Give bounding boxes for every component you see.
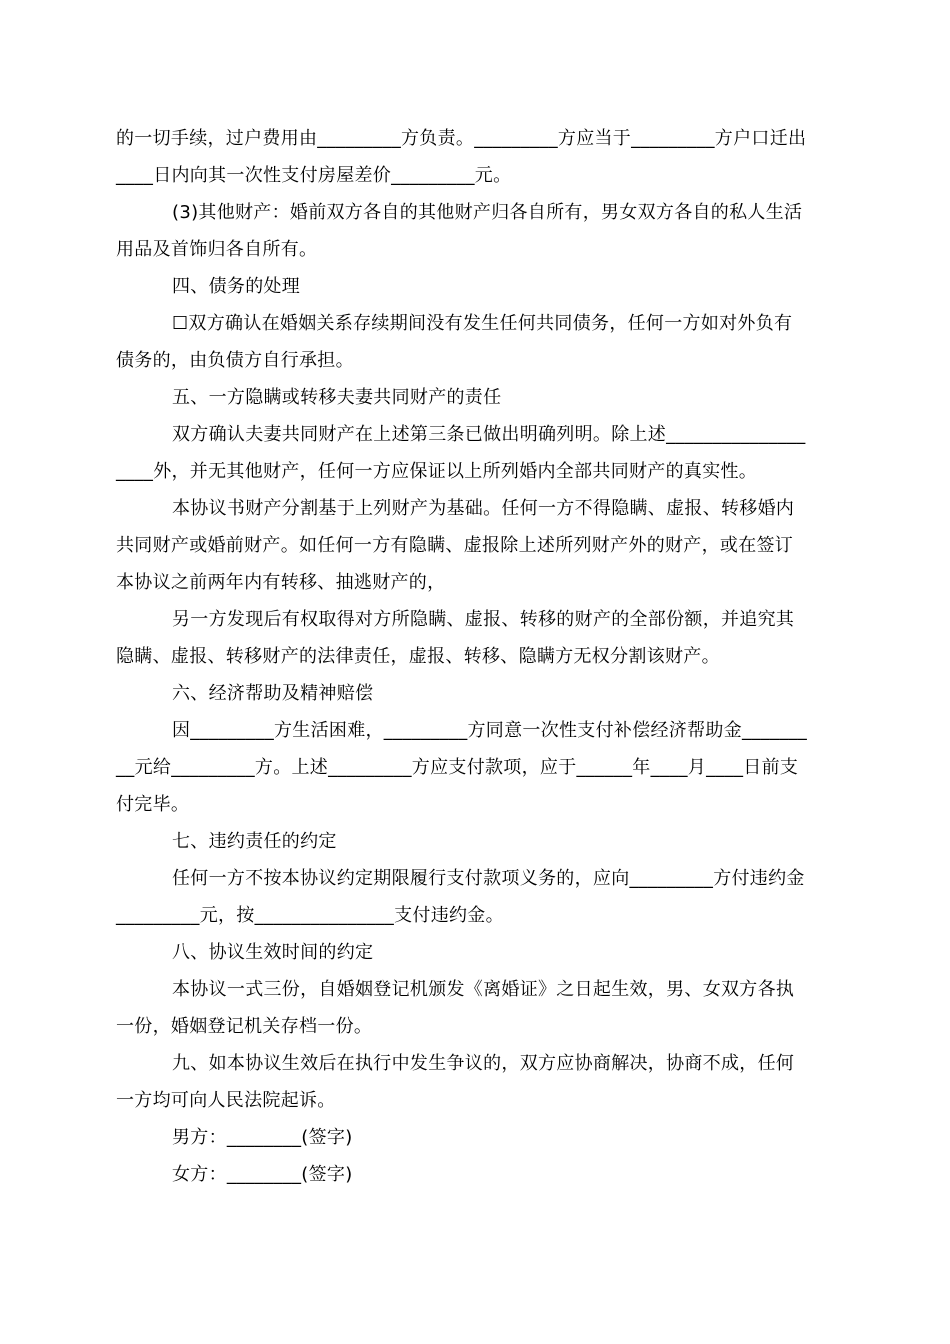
- text-line: 男方：________(签字): [172, 1127, 353, 1148]
- text-line: 七、违约责任的约定: [172, 831, 337, 852]
- text-line: 六、经济帮助及精神赔偿: [172, 683, 374, 704]
- text-line: _________元，按_______________支付违约金。: [116, 905, 504, 926]
- text-line: 付完毕。: [116, 794, 190, 815]
- text-line: 共同财产或婚前财产。如任何一方有隐瞒、虚报除上述所列财产外的财产，或在签订: [116, 535, 794, 556]
- text-line: 一份，婚姻登记机关存档一份。: [116, 1016, 373, 1037]
- text-line: ☐双方确认在婚姻关系存续期间没有发生任何共同债务，任何一方如对外负有: [172, 313, 793, 334]
- text-line: 因_________方生活困难，_________方同意一次性支付补偿经济帮助金_______: [172, 720, 808, 741]
- text-line: 九、如本协议生效后在执行中发生争议的，双方应协商解决，协商不成，任何: [172, 1053, 795, 1074]
- text-line: 一方均可向人民法院起诉。: [116, 1090, 336, 1111]
- text-line: ____日内向其一次性支付房屋差价_________元。: [116, 165, 512, 186]
- text-line: 女方：________(签字): [172, 1164, 353, 1185]
- text-line: 五、一方隐瞒或转移夫妻共同财产的责任: [172, 387, 502, 408]
- text-line: 用品及首饰归各自所有。: [116, 239, 318, 260]
- document-body: [116, 120, 836, 1193]
- text-line: 的一切手续，过户费用由_________方负责。_________方应当于_________方户口迁出: [116, 128, 807, 149]
- text-line: 双方确认夫妻共同财产在上述第三条已做出明确列明。除上述_______________: [172, 424, 806, 445]
- text-line: 四、债务的处理: [172, 276, 301, 297]
- text-line: 本协议书财产分割基于上列财产为基础。任何一方不得隐瞒、虚报、转移婚内: [172, 498, 795, 519]
- text-line: 八、协议生效时间的约定: [172, 942, 374, 963]
- text-line: 任何一方不按本协议约定期限履行支付款项义务的，应向_________方付违约金: [172, 868, 805, 889]
- text-line: 隐瞒、虚报、转移财产的法律责任，虚报、转移、隐瞒方无权分割该财产。: [116, 646, 720, 667]
- text-line: 另一方发现后有权取得对方所隐瞒、虚报、转移的财产的全部份额，并追究其: [172, 609, 795, 630]
- text-line: ____外，并无其他财产，任何一方应保证以上所列婚内全部共同财产的真实性。: [116, 461, 758, 482]
- text-line: (3)其他财产：婚前双方各自的其他财产归各自所有，男女双方各自的私人生活: [172, 202, 803, 223]
- text-line: __元给_________方。上述_________方应支付款项，应于______年____月____日前支: [116, 757, 799, 778]
- text-line: 本协议之前两年内有转移、抽逃财产的，: [116, 572, 446, 593]
- text-line: 本协议一式三份，自婚姻登记机颁发《离婚证》之日起生效，男、女双方各执: [172, 979, 795, 1000]
- text-line: 债务的，由负债方自行承担。: [116, 350, 354, 371]
